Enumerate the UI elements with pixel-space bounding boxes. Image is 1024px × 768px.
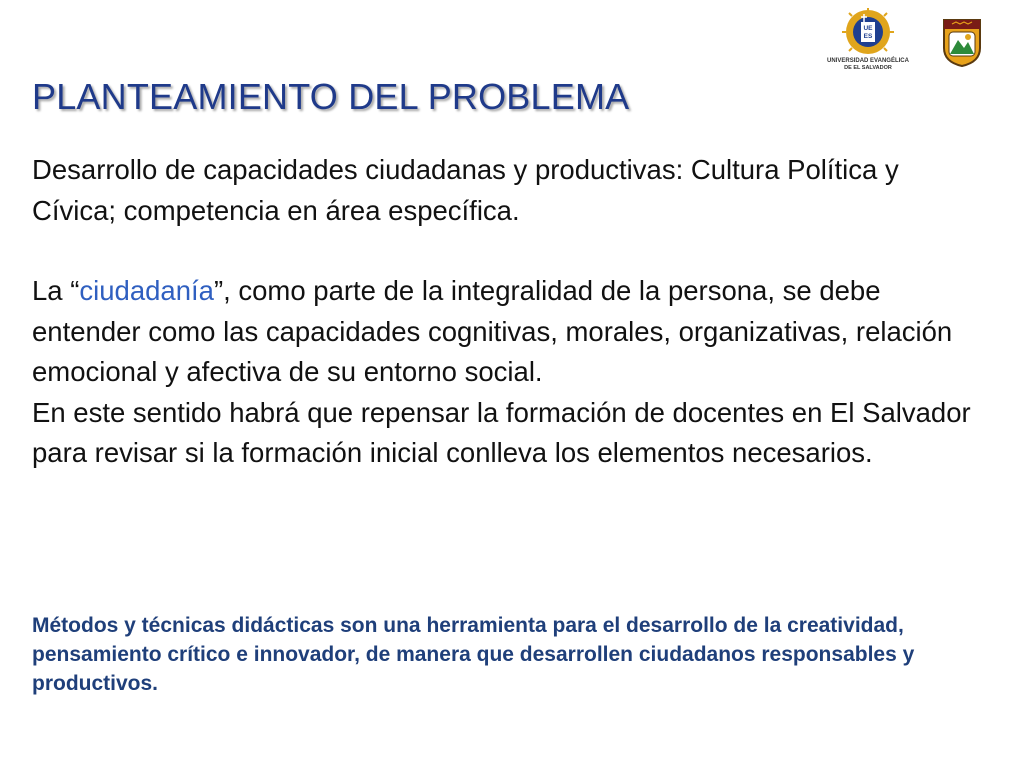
svg-text:ES: ES — [863, 33, 873, 40]
methods-note: Métodos y técnicas didácticas son una herramienta para el desarrollo de la creatividad, pensamiento crítico e innovador, de manera que desarrollen ciudadanos responsables y productivos. — [32, 614, 915, 695]
logos-area — [818, 8, 984, 72]
ciudadania-text: ”, como parte de la integralidad de la persona, se debe entender como las capacidades cognitivas, morales, organizativas, relación emocional y afectiva de su entorno social. — [32, 275, 953, 387]
sun-emblem — [842, 8, 894, 54]
paragraph-formacion-docentes: En este sentido habrá que repensar la formación de docentes en El Salvador para revisar si la formación inicial conlleva los elementos necesarios. — [32, 396, 971, 468]
ciudadania-prefix: La “ — [32, 275, 80, 306]
paragraph-ciudadania — [32, 271, 982, 393]
ciudadania-highlight: ciudadanía — [79, 275, 214, 306]
svg-text:UNIVERSIDAD EVANGÉLICA: UNIVERSIDAD EVANGÉLICA — [827, 58, 909, 64]
slide-title: PLANTEAMIENTO DEL PROBLEMA — [32, 76, 630, 117]
svg-text:DE EL SALVADOR: DE EL SALVADOR — [844, 65, 892, 71]
paragraph-spacer — [32, 231, 982, 271]
svg-text:UE: UE — [863, 25, 873, 32]
paragraph-capacidades: Desarrollo de capacidades ciudadanas y productivas: Cultura Política y Cívica; competencia en área específica. — [32, 154, 899, 226]
body-content — [32, 150, 982, 474]
shield-logo — [940, 18, 984, 68]
university-logo — [818, 8, 918, 72]
